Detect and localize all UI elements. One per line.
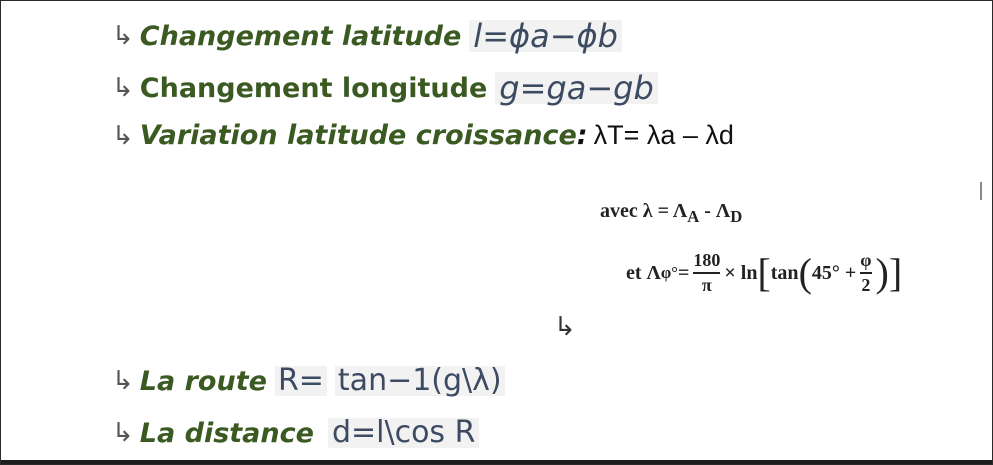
formula-route: tan−1(g\λ) xyxy=(335,366,505,396)
label-colon: : xyxy=(576,120,588,151)
formula-distance: d=l\cos R xyxy=(328,418,479,448)
label-change-longitude: Changement longitude xyxy=(139,72,488,104)
equation-line-1: avec $\lambda = \Lambda_A - \Lambda_D$ xyxy=(600,200,743,226)
arrow-bullet-icon: ↳ xyxy=(554,312,576,342)
formula-change-latitude: l=ϕa−ϕb xyxy=(469,20,622,52)
mercator-equation-image xyxy=(596,192,968,310)
line-distance xyxy=(112,415,479,450)
line-variation-latitude xyxy=(112,122,734,149)
edge-tick xyxy=(980,182,982,200)
formula-variation-latitude: λT= λa – λd xyxy=(593,120,734,150)
line-change-longitude xyxy=(112,69,658,107)
fraction-phi-2: $\frac{\varphi}{2}$ xyxy=(860,250,872,295)
arrow-bullet-icon: ↳ xyxy=(112,120,134,151)
line-route xyxy=(112,363,505,398)
arrow-bullet-icon: ↳ xyxy=(112,21,134,51)
formula-change-longitude: g=ga−gb xyxy=(495,72,657,104)
formula-route-r: R= xyxy=(275,366,327,396)
label-distance: La distance xyxy=(139,417,314,449)
arrow-bullet-icon: ↳ xyxy=(112,366,134,396)
fraction-180-pi: $\frac{180}{\pi}$ xyxy=(693,250,721,295)
label-change-latitude: Changement latitude xyxy=(139,20,462,52)
arrow-bullet-icon: ↳ xyxy=(112,73,134,103)
arrow-bullet-icon: ↳ xyxy=(112,418,134,448)
equation-line-2: et Λ φ ° = $\frac{180}{\pi}$ × ln [ tan ( 45° + $\frac{\varphi}{2}$ )] xyxy=(626,250,903,295)
label-variation-latitude: Variation latitude croissance xyxy=(139,120,577,151)
label-route: La route xyxy=(139,365,267,397)
line-change-latitude xyxy=(112,17,622,55)
